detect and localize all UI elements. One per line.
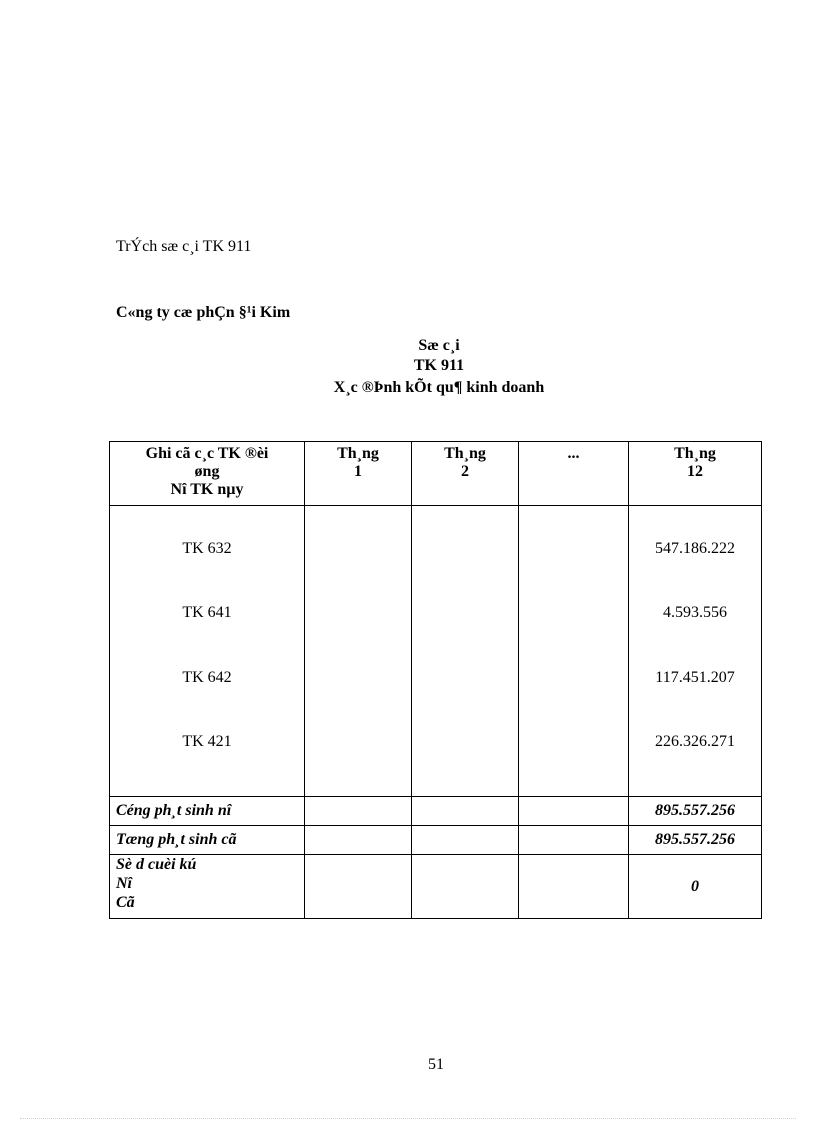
account-tk642: TK 642: [182, 669, 232, 686]
table-body-row: [110, 506, 762, 797]
total-credit-label: Tæng ph¸t sinh cã: [110, 826, 305, 855]
header-month-12-label: Th¸ng: [674, 445, 716, 462]
header-month-1-number: 1: [354, 463, 362, 480]
ending-balance-title: Sè d cuèi kú: [116, 856, 197, 873]
general-ledger-table: [109, 441, 762, 919]
month-1-column: [305, 506, 412, 797]
empty-cell: [305, 797, 412, 826]
empty-cell: [412, 826, 519, 855]
ending-balance-credit: Cã: [116, 894, 135, 911]
empty-cell: [305, 855, 412, 919]
empty-cell: [305, 826, 412, 855]
amount-tk641: 4.593.556: [663, 604, 727, 621]
ending-balance-row: [110, 855, 762, 919]
account-tk632: TK 632: [182, 540, 232, 557]
amount-tk421: 226.326.271: [655, 733, 735, 750]
table-header-row: [110, 442, 762, 506]
page-bottom-divider: [20, 1118, 796, 1119]
company-name: C«ng ty cæ phÇn §¹i Kim: [116, 304, 291, 321]
total-debit-value: 895.557.256: [629, 797, 762, 826]
ledger-heading-line-1: Sæ c¸i: [418, 337, 460, 354]
ending-balance-value: 0: [629, 855, 762, 919]
excerpt-title: TrÝch sæ c¸i TK 911: [116, 238, 252, 255]
account-column: [110, 506, 305, 797]
empty-cell: [519, 826, 629, 855]
header-month-12: [629, 442, 762, 506]
month-2-column: [412, 506, 519, 797]
empty-cell: [412, 855, 519, 919]
header-month-12-number: 12: [687, 463, 703, 480]
account-tk421: TK 421: [182, 733, 232, 750]
empty-cell: [519, 855, 629, 919]
empty-cell: [519, 797, 629, 826]
ledger-heading-line-2: TK 911: [413, 357, 465, 374]
header-contra-line-3: Nî TK nµy: [170, 481, 244, 498]
header-month-2: [412, 442, 519, 506]
month-12-column: [629, 506, 762, 797]
ending-balance-debit: Nî: [116, 875, 132, 892]
header-month-2-number: 2: [461, 463, 469, 480]
account-tk641: TK 641: [182, 604, 232, 621]
empty-cell: [412, 797, 519, 826]
page-number: 51: [428, 1056, 444, 1073]
total-credit-value: 895.557.256: [629, 826, 762, 855]
amount-tk632: 547.186.222: [655, 540, 735, 557]
header-contra-line-1: Ghi cã c¸c TK ®èi: [145, 445, 269, 462]
total-credit-row: [110, 826, 762, 855]
total-debit-row: [110, 797, 762, 826]
header-contra-account: [110, 442, 305, 506]
header-ellipsis: ...: [519, 442, 629, 506]
ending-balance-label: [110, 855, 305, 919]
ledger-heading-line-3: X¸c ®Þnh kÕt qu¶ kinh doanh: [333, 379, 545, 396]
total-debit-label: Céng ph¸t sinh nî: [110, 797, 305, 826]
header-month-1-label: Th¸ng: [337, 445, 379, 462]
ellipsis-column: [519, 506, 629, 797]
header-month-1: [305, 442, 412, 506]
header-month-2-label: Th¸ng: [444, 445, 486, 462]
header-contra-line-2: øng: [194, 463, 220, 480]
amount-tk642: 117.451.207: [655, 669, 735, 686]
